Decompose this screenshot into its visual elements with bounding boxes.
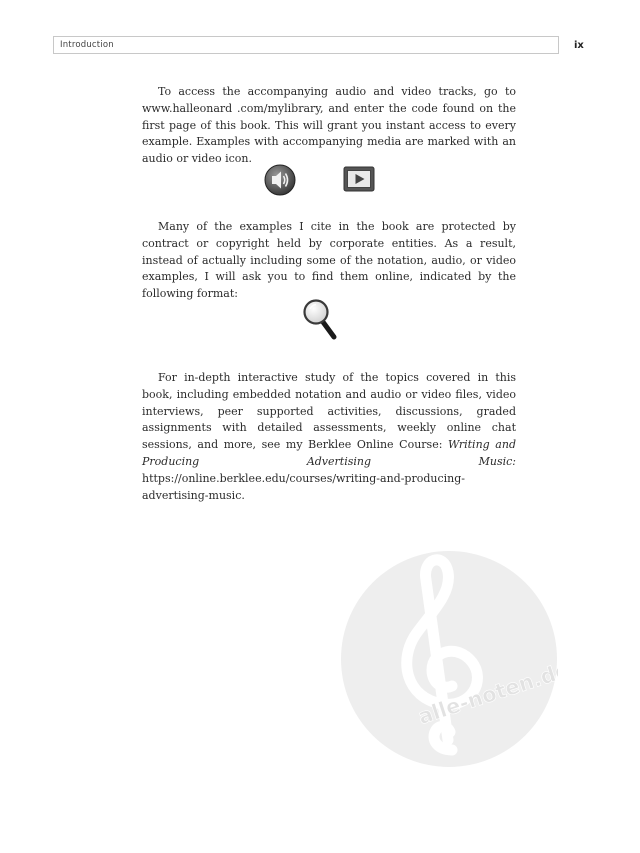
speaker-icon <box>264 164 296 196</box>
berklee-course-paragraph <box>142 370 516 504</box>
page-number: ix <box>574 40 584 51</box>
audio-video-access-paragraph: To access the accompanying audio and video tracks, go to www.halleonard .com/mylibrary, and enter the code found on the first page of this book. This will grant you instant access to every example. Examples with accompanying media are marked with an audio or video icon. <box>142 85 516 166</box>
video-play-icon <box>343 166 375 192</box>
course-intro-text: For in-depth interactive study of the topics covered in this book, including embedded notation and audio or video files, video interviews, peer supported activities, discussions, graded assignments with detailed assessments, weekly online chat sessions, and more, see my Berklee Online Course: <box>142 371 516 452</box>
course-title: Writing and Producing Advertising Music: <box>142 438 516 468</box>
section-label: Introduction <box>60 40 114 50</box>
running-header <box>53 36 559 54</box>
online-examples-paragraph: Many of the examples I cite in the book are protected by contract or copyright held by corporate entities. As a result, instead of actually including some of the notation, audio, or video examples, I will ask you to find them online, indicated by the following format: <box>142 220 516 301</box>
course-url-text: https://online.berklee.edu/courses/writing-and-producing-advertising-music. <box>142 471 465 502</box>
watermark-text: alle-noten.de <box>415 657 558 730</box>
magnifying-glass-icon <box>302 298 338 340</box>
treble-clef-watermark <box>340 550 558 768</box>
